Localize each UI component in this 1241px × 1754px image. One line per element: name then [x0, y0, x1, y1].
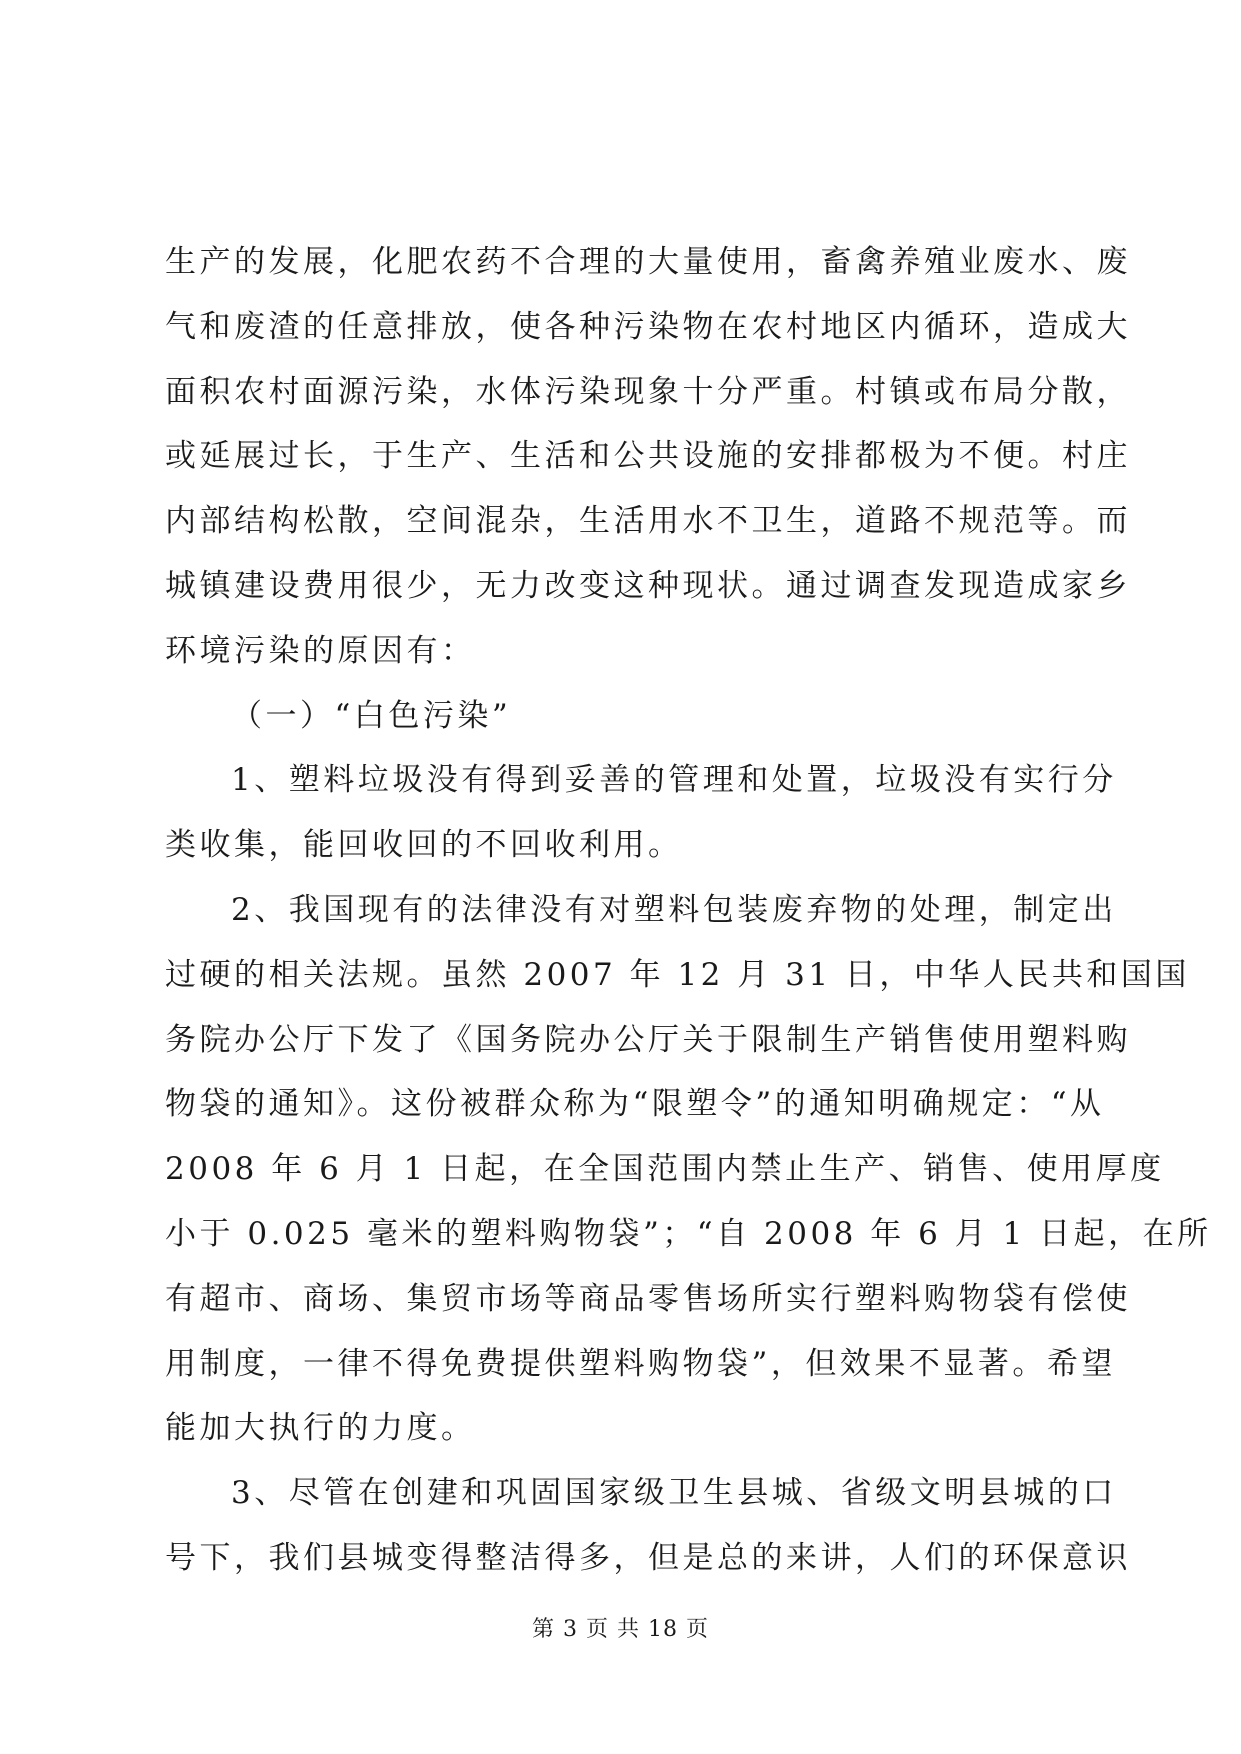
text-line: 生产的发展，化肥农药不合理的大量使用，畜禽养殖业废水、废 [165, 244, 1131, 280]
text-line: 类收集，能回收回的不回收利用。 [165, 827, 683, 864]
text-line: 号下，我们县城变得整洁得多，但是总的来讲，人们的环保意识 [165, 1539, 1131, 1576]
text-line: 2、我国现有的法律没有对塑料包装废弃物的处理，制定出 [231, 891, 1117, 928]
text-line: 或延展过长，于生产、生活和公共设施的安排都极为不便。村庄 [165, 438, 1131, 475]
page-footer [0, 1612, 1241, 1643]
text-line: 务院办公厅下发了《国务院办公厅关于限制生产销售使用塑料购 [165, 1021, 1131, 1058]
text-line: 用制度，一律不得免费提供塑料购物袋”，但效果不显著。希望 [165, 1345, 1116, 1382]
text-line: 能加大执行的力度。 [165, 1410, 476, 1447]
text-line: 环境污染的原因有： [165, 632, 476, 669]
text-line: 城镇建设费用很少，无力改变这种现状。通过调查发现造成家乡 [165, 567, 1131, 604]
section-heading: （一）“白色污染” [231, 697, 512, 734]
text-line: 物袋的通知》。这份被群众称为“限塑令”的通知明确规定：“从 [165, 1086, 1105, 1123]
text-line: 过硬的相关法规。虽然 2007 年 12 月 31 日，中华人民共和国国 [165, 956, 1190, 993]
page-number-label: 第 3 页 共 18 页 [532, 1617, 709, 1642]
text-line: 3、尽管在创建和巩固国家级卫生县城、省级文明县城的口 [231, 1475, 1117, 1512]
text-line: 小于 0.025 毫米的塑料购物袋”；“自 2008 年 6 月 1 日起，在所 [165, 1215, 1212, 1252]
text-line: 面积农村面源污染，水体污染现象十分严重。村镇或布局分散， [165, 373, 1131, 410]
text-line: 2008 年 6 月 1 日起，在全国范围内禁止生产、销售、使用厚度 [165, 1151, 1165, 1188]
body-text [165, 230, 1212, 1591]
text-line: 气和废渣的任意排放，使各种污染物在农村地区内循环，造成大 [165, 308, 1131, 345]
text-line: 内部结构松散，空间混杂，生活用水不卫生，道路不规范等。而 [165, 503, 1131, 540]
text-line: 有超市、商场、集贸市场等商品零售场所实行塑料购物袋有偿使 [165, 1280, 1131, 1317]
text-line: 1、塑料垃圾没有得到妥善的管理和处置，垃圾没有实行分 [231, 762, 1117, 799]
